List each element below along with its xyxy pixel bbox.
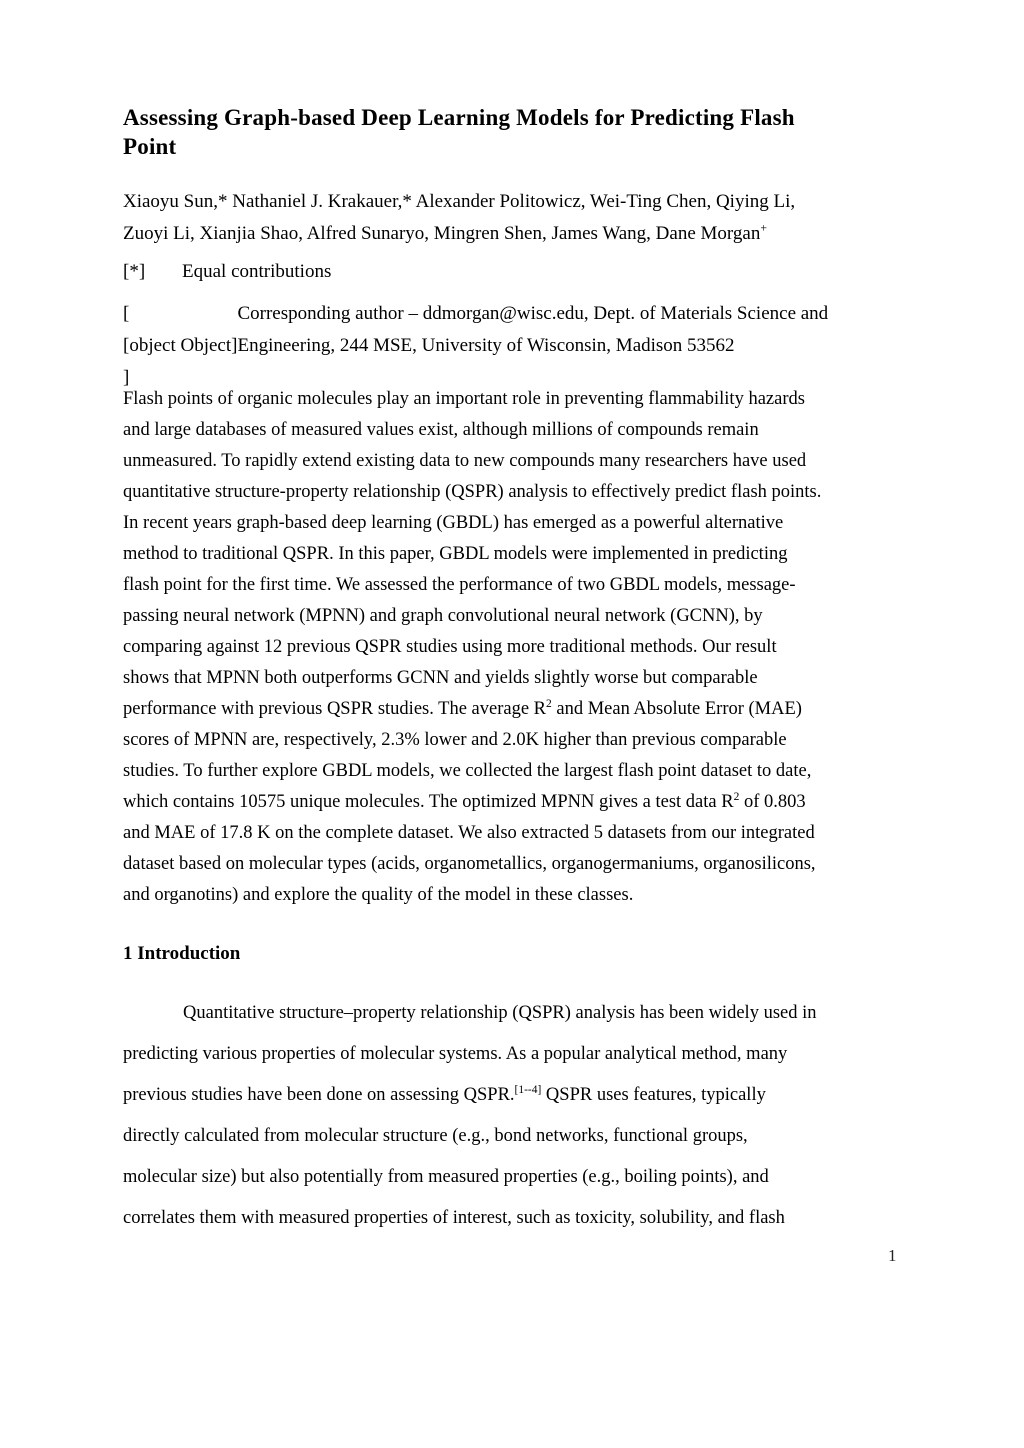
text-line: directly calculated from molecular structure (e.g., bond networks, functional groups,: [123, 1126, 748, 1146]
paper-title: [123, 103, 795, 161]
text-line: unmeasured. To rapidly extend existing data to new compounds many researchers have used: [123, 451, 807, 471]
text-line: flash point for the first time. We assessed the performance of two GBDL models, message-: [123, 575, 796, 595]
text-line: and MAE of 17.8 K on the complete dataset. We also extracted 5 datasets from our integrated: [123, 823, 815, 843]
superscript: [1--4]: [514, 1083, 542, 1096]
footnote-text: [182, 256, 331, 288]
text-line: Flash points of organic molecules play an important role in preventing flammability hazards: [123, 389, 805, 409]
text-line: scores of MPNN are, respectively, 2.3% lower and 2.0K higher than previous comparable: [123, 730, 787, 750]
text-line: studies. To further explore GBDL models, we collected the largest flash point dataset to date,: [123, 761, 812, 781]
text-line: previous studies have been done on assessing QSPR.[1--4] QSPR uses features, typically: [123, 1083, 766, 1105]
text-line: Point: [123, 134, 177, 159]
text-line: method to traditional QSPR. In this paper, GBDL models were implemented in predicting: [123, 544, 788, 564]
superscript: +: [760, 221, 767, 235]
footnote-marker: [123, 298, 237, 394]
abstract-paragraph: [123, 384, 821, 911]
footnote-equal-contributions: [123, 256, 331, 288]
text-line: Quantitative structure–property relationship (QSPR) analysis has been widely used in: [183, 1003, 817, 1023]
text-line: [*]: [123, 261, 146, 282]
text-line: Corresponding author – ddmorgan@wisc.edu, Dept. of Materials Science and: [237, 303, 829, 324]
footnote-marker: [123, 256, 182, 288]
section-heading-introduction: 1 Introduction: [123, 943, 241, 964]
page-number: 1: [888, 1246, 897, 1265]
text-line: quantitative structure-property relationship (QSPR) analysis to effectively predict flash points.: [123, 482, 822, 502]
text-line: ]: [123, 367, 130, 388]
text-line: Xiaoyu Sun,* Nathaniel J. Krakauer,* Alexander Politowicz, Wei-Ting Chen, Qiying Li,: [123, 191, 796, 212]
text-line: [: [123, 303, 130, 324]
superscript: 2: [546, 697, 552, 710]
text-line: passing neural network (MPNN) and graph convolutional neural network (GCNN), by: [123, 606, 763, 626]
text-line: Zuoyi Li, Xianjia Shao, Alfred Sunaryo, Mingren Shen, James Wang, Dane Morgan+: [123, 221, 767, 244]
footnote-text: [237, 298, 828, 394]
text-line: dataset based on molecular types (acids, organometallics, organogermaniums, organosilicons,: [123, 854, 816, 874]
footnote-corresponding-author: [123, 298, 828, 394]
author-list: [123, 186, 795, 250]
text-line: Equal contributions: [182, 261, 332, 282]
text-line: shows that MPNN both outperforms GCNN and yields slightly worse but comparable: [123, 668, 758, 688]
introduction-paragraph: [123, 993, 817, 1239]
text-line: molecular size) but also potentially from measured properties (e.g., boiling points), and: [123, 1167, 769, 1187]
text-line: correlates them with measured properties of interest, such as toxicity, solubility, and flash: [123, 1208, 785, 1228]
text-line: [object Object]: [123, 335, 238, 356]
text-line: comparing against 12 previous QSPR studies using more traditional methods. Our result: [123, 637, 777, 657]
text-line: In recent years graph-based deep learning (GBDL) has emerged as a powerful alternative: [123, 513, 784, 533]
text-line: and large databases of measured values exist, although millions of compounds remain: [123, 420, 759, 440]
text-line: performance with previous QSPR studies. The average $R^2$ and Mean Absolute Error (MAE): [123, 697, 802, 719]
text-line: which contains 10575 unique molecules. The optimized MPNN gives a test data $R^2$ of 0.803: [123, 790, 806, 812]
text-line: and organotins) and explore the quality of the model in these classes.: [123, 885, 634, 905]
text-line: Engineering, 244 MSE, University of Wisconsin, Madison 53562: [237, 335, 735, 356]
superscript: 2: [733, 790, 740, 803]
text-line: predicting various properties of molecular systems. As a popular analytical method, many: [123, 1044, 788, 1064]
text-line: Assessing Graph-based Deep Learning Models for Predicting Flash: [123, 105, 795, 130]
